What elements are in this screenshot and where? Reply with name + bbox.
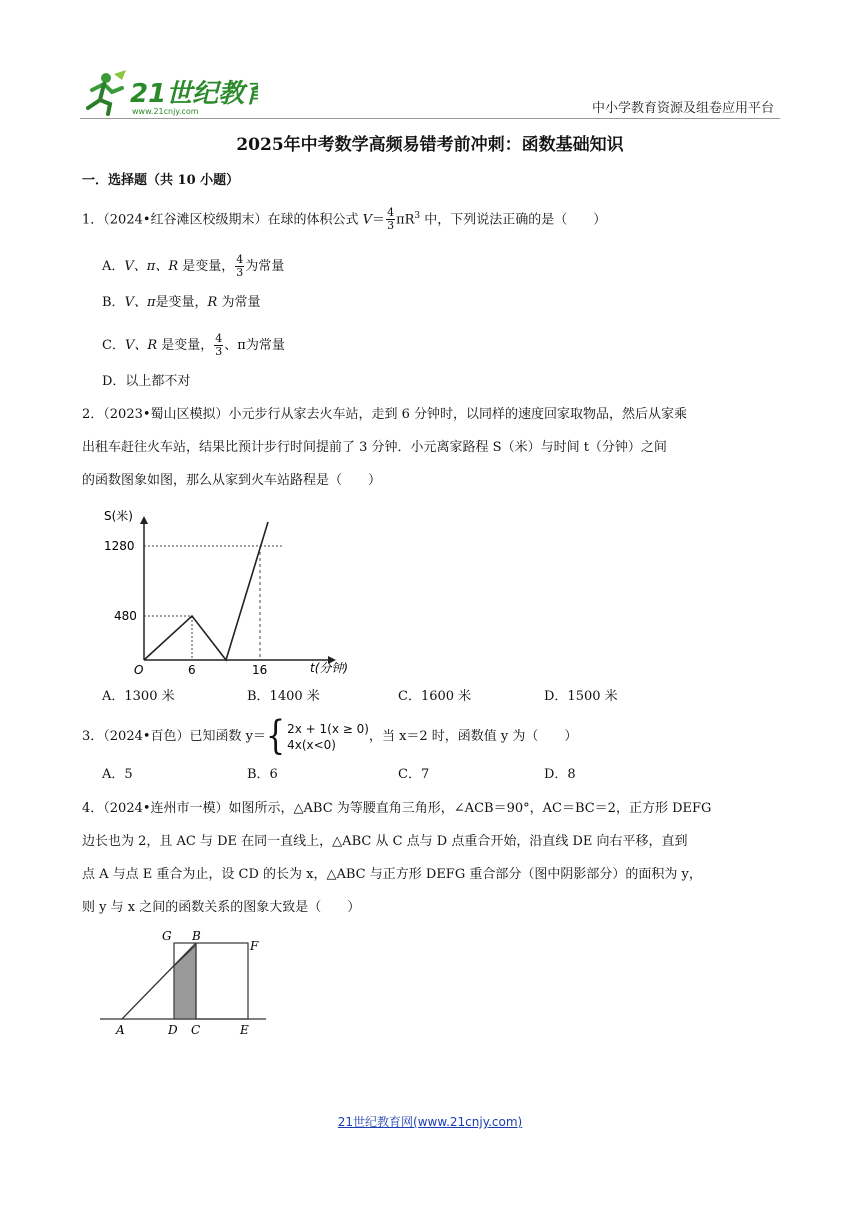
page-title: 2025年中考数学高频易错考前冲刺：函数基础知识	[236, 135, 624, 155]
q2-option-b[interactable]: B．1400 米	[247, 689, 320, 704]
q1-formula-exp: 3	[414, 211, 421, 221]
q2-line-1: 2．（2023•蜀山区模拟）小元步行从家去火车站，走到 6 分钟时，以同样的速度回家取物品，然后从家乘	[82, 407, 688, 422]
section-heading: 一．选择题（共 10 小题）	[82, 173, 240, 188]
q3-suffix: ，当 x＝2 时，函数值 y 为（ ）	[368, 729, 578, 744]
q4-figure	[100, 928, 270, 1038]
q4-line-1: 4．（2024•连州市一模）如图所示，△ABC 为等腰直角三角形，∠ACB＝90°，AC＝BC＝2，正方形 DEFG	[82, 801, 712, 816]
q3-option-b[interactable]: B．6	[247, 767, 278, 782]
header-divider	[80, 118, 780, 119]
q2-option-d[interactable]: D．1500 米	[544, 689, 618, 704]
q1-prefix: 1．（2024•红谷滩区校级期末）在球的体积公式	[82, 212, 363, 228]
q4-label-b: B	[192, 929, 201, 943]
q1-option-a[interactable]: A．V、π、R 是变量， $\frac{4}{3}$ 为常量	[102, 253, 285, 279]
q4-label-g: G	[162, 929, 172, 943]
q4-line-3: 点 A 与点 E 重合为止，设 CD 的长为 x，△ABC 与正方形 DEFG 重合部分（图中阴影部分）的面积为 y，	[82, 867, 702, 882]
q2-tick-6: 6	[188, 663, 196, 677]
q4-line-4: 则 y 与 x 之间的函数关系的图象大致是（ ）	[82, 900, 361, 915]
q3-case-1: 2x + 1(x ≥ 0)	[287, 721, 369, 736]
q1-option-b[interactable]: B．V、π是变量，R 为常量	[102, 295, 261, 310]
q2-tick-1280: 1280	[104, 539, 135, 553]
question-1-stem	[82, 206, 606, 232]
q3-option-d[interactable]: D．8	[544, 767, 576, 782]
q2-y-label: S(米)	[104, 509, 133, 523]
runner-icon	[88, 70, 126, 114]
q2-option-a[interactable]: A．1300 米	[102, 689, 175, 704]
q4-label-e: E	[240, 1023, 249, 1037]
q2-function-curve	[144, 522, 268, 660]
q1-option-c[interactable]: C．V、R 是变量， $\frac{4}{3}$ 、π为常量	[102, 332, 285, 358]
q1-option-d[interactable]: D．以上都不对	[102, 374, 191, 389]
q2-tick-16: 16	[252, 663, 268, 677]
q1-fraction: $\frac{4}{3}$	[387, 206, 395, 233]
q2-x-label: t(分钟)	[310, 661, 349, 675]
q3-brace: {	[266, 713, 286, 759]
q2-line-3: 的函数图象如图，那么从家到火车站路程是（ ）	[82, 473, 382, 488]
q3-stem	[82, 713, 578, 759]
q2-graph	[100, 500, 370, 678]
q4-shaded-region	[174, 945, 196, 1019]
q3-prefix: 3．（2024•百色）已知函数 y＝	[82, 729, 266, 744]
platform-label: 中小学教育资源及组卷应用平台	[591, 101, 774, 116]
q4-label-a: A	[116, 1023, 125, 1037]
q3-option-a[interactable]: A．5	[102, 767, 133, 782]
q2-y-arrow-icon	[140, 516, 148, 524]
logo-subtext: www.21cnjy.com	[132, 107, 199, 116]
q1-suffix: 中，下列说法正确的是（ ）	[420, 212, 607, 228]
q2-origin-label: O	[134, 663, 144, 677]
q2-line-2: 出租车赶往火车站，结果比预计步行时间提前了 3 分钟．小元离家路程 S（米）与时间 t（分钟）之间	[82, 440, 667, 455]
q4-label-d: D	[168, 1023, 178, 1037]
q3-cases	[287, 721, 369, 753]
q4-line-2: 边长也为 2，且 AC 与 DE 在同一直线上，△ABC 从 C 点与 D 点重合开始，沿直线 DE 向右平移，直到	[82, 834, 688, 849]
q2-option-c[interactable]: C．1600 米	[398, 689, 472, 704]
q2-tick-480: 480	[114, 609, 137, 623]
logo-text: 21世纪教育	[130, 79, 258, 109]
q1-formula-pir: πR	[396, 212, 415, 228]
q4-label-c: C	[191, 1023, 201, 1037]
q3-option-c[interactable]: C．7	[398, 767, 430, 782]
q1-formula-v: V	[362, 212, 373, 228]
q1-formula-eq: ＝	[372, 212, 386, 228]
footer-link[interactable]: 21世纪教育网(www.21cnjy.com)	[337, 1115, 523, 1129]
q4-label-f: F	[250, 939, 259, 953]
site-logo	[78, 68, 258, 118]
q3-case-2: 4x(x<0)	[287, 737, 336, 752]
page-footer	[0, 1113, 860, 1130]
